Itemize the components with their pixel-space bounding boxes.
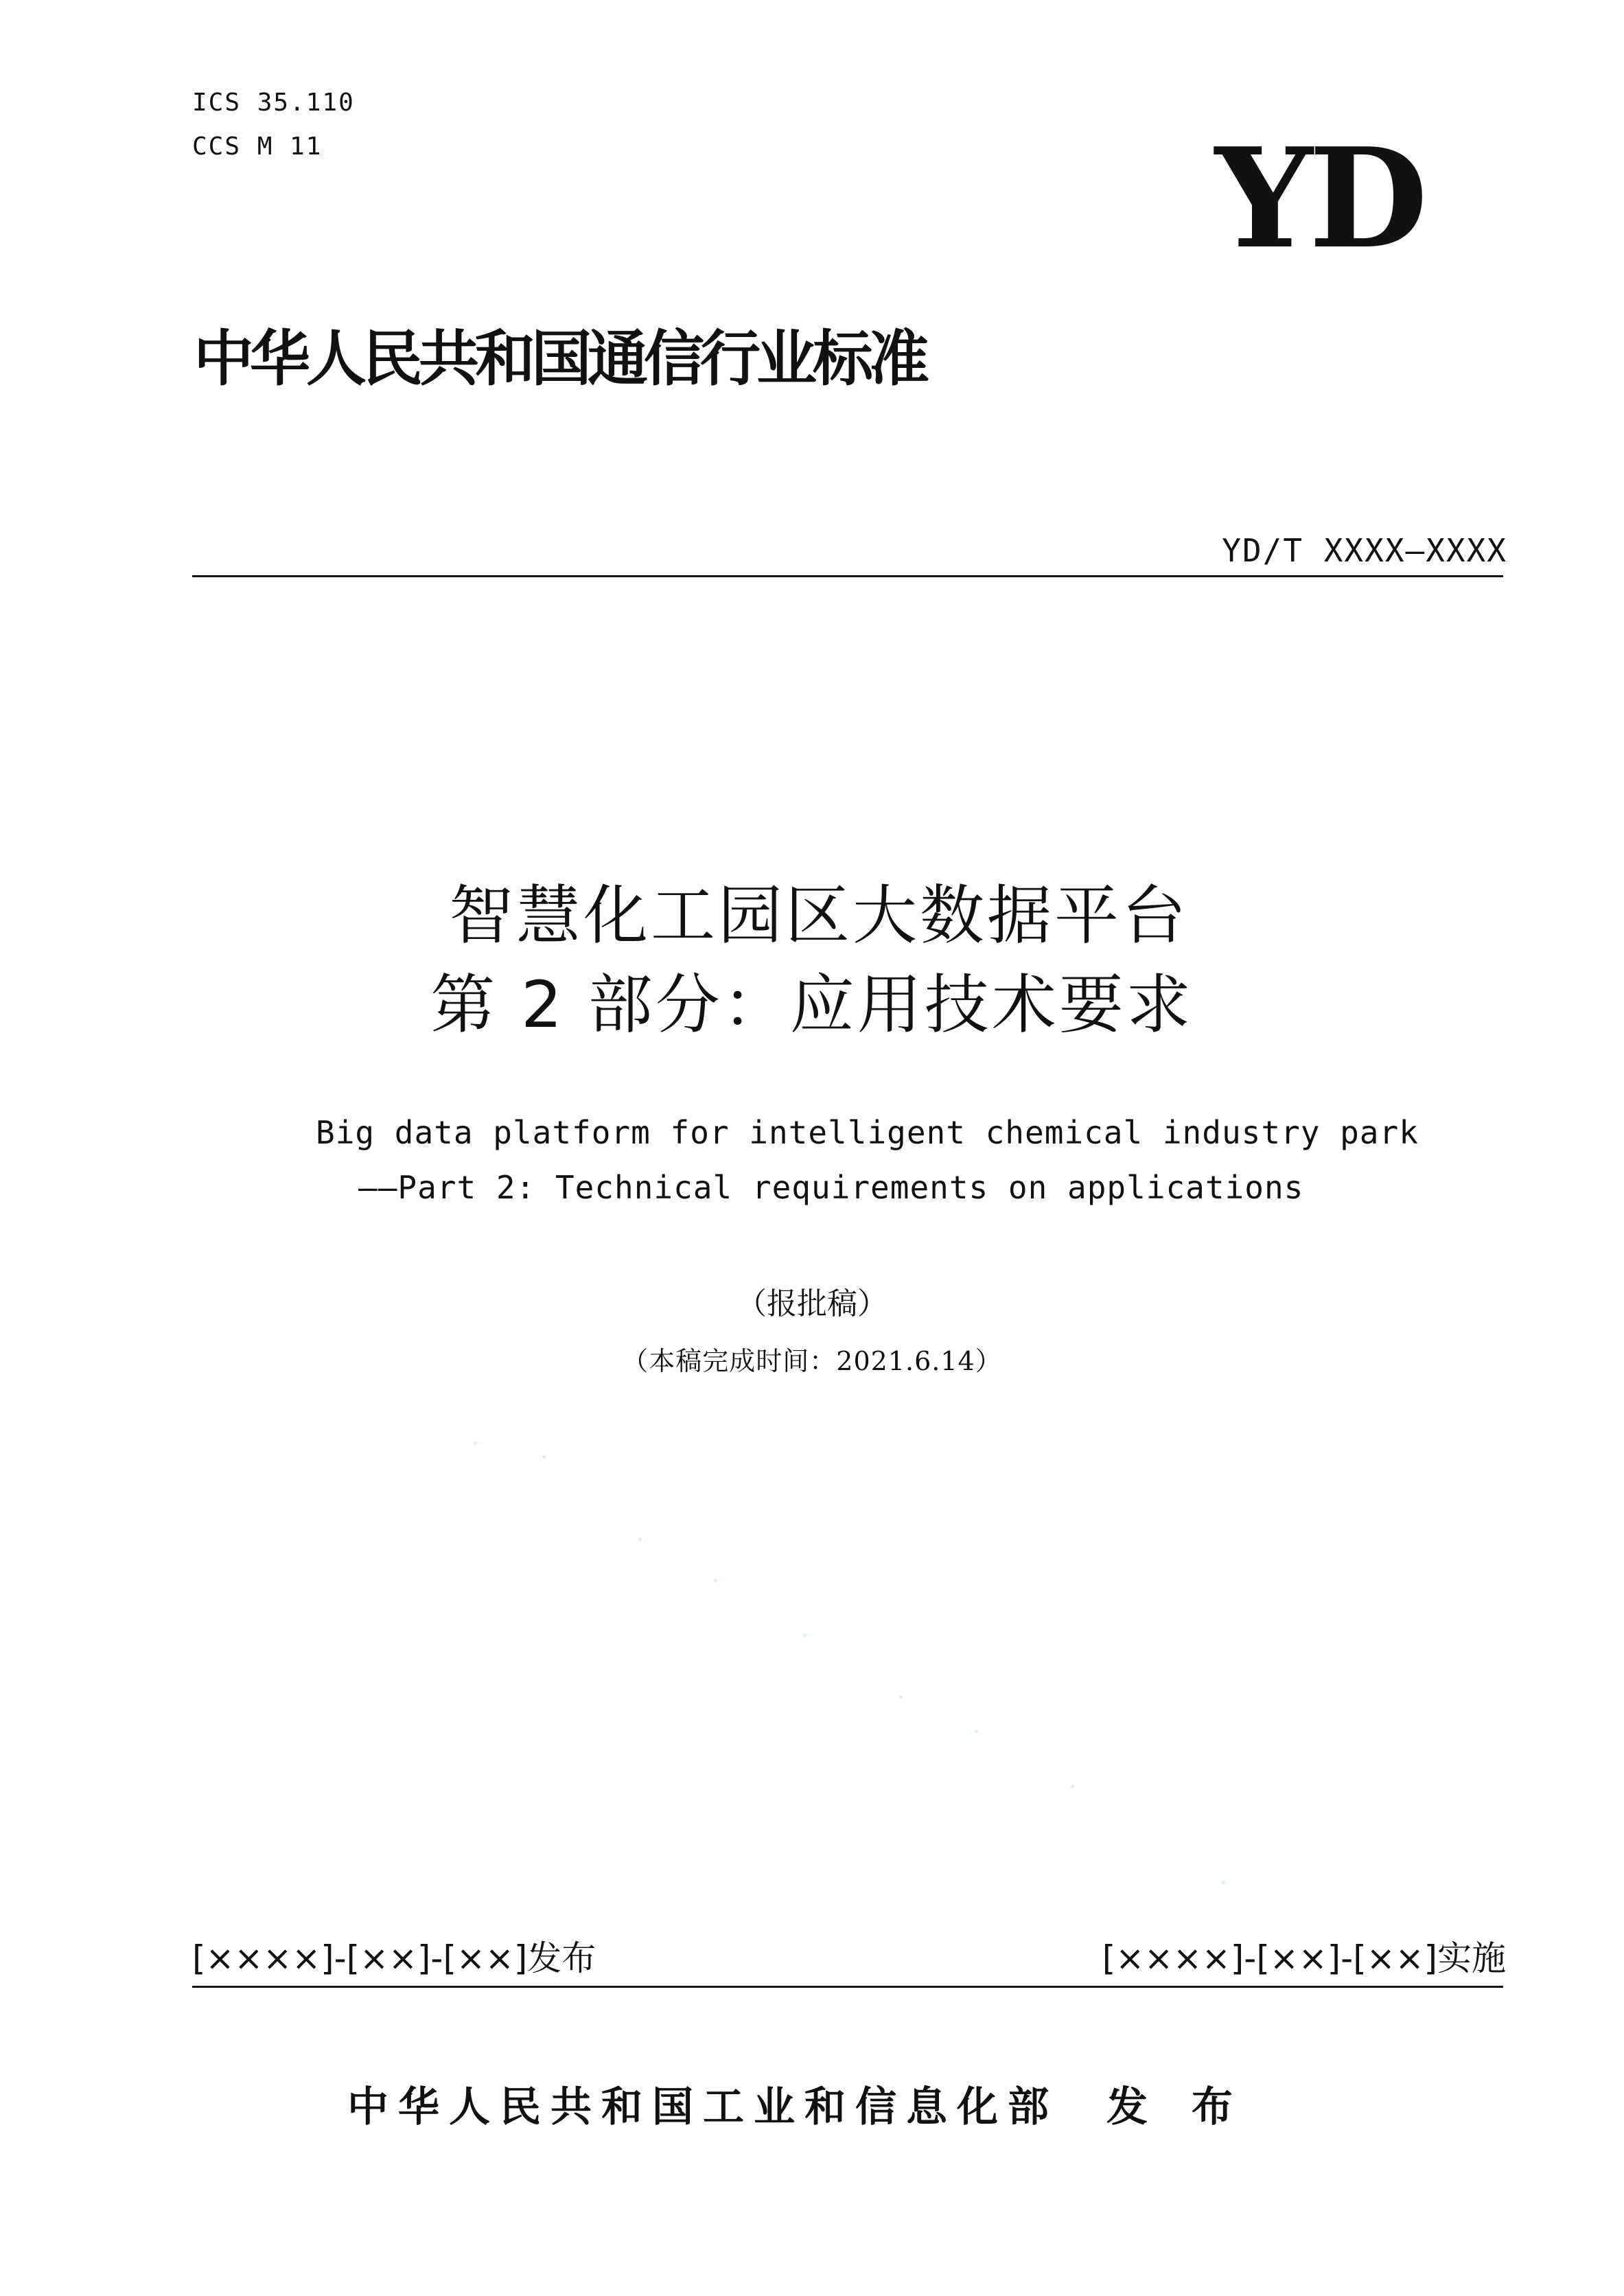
industry-standard-title: 中华人民共和国通信行业标准: [194, 323, 926, 394]
title-en-line-1: Big data platform for intelligent chemical industry park: [316, 1114, 1419, 1151]
issuer-action: 发布: [1106, 2083, 1277, 2131]
classification-codes: [192, 81, 355, 169]
draft-status: （报批稿）: [736, 1286, 888, 1321]
scan-speck: [975, 1730, 978, 1733]
document-title-zh: [0, 872, 1624, 1050]
yd-logo: YD: [1215, 118, 1424, 279]
standard-number: YD/T XXXX—XXXX: [1222, 532, 1507, 569]
publish-date: [××××]-[××]-[××]发布: [192, 1938, 596, 1978]
scan-speck: [899, 1695, 903, 1699]
scan-speck: [1071, 1785, 1074, 1788]
issuing-authority: [0, 2080, 1624, 2135]
title-zh-line-1: 智慧化工园区大数据平台: [448, 879, 1189, 953]
issuer-organization: 中华人民共和国工业和信息化部: [347, 2083, 1058, 2131]
ics-code: ICS 35.110: [192, 89, 355, 117]
implement-date: [××××]-[××]-[××]实施: [1102, 1938, 1506, 1978]
scan-speck: [474, 1441, 477, 1445]
scan-speck: [803, 1634, 807, 1637]
scan-speck: [714, 1579, 717, 1582]
scan-speck: [1222, 1881, 1225, 1884]
header-divider: [192, 575, 1503, 577]
title-en-line-2: ——Part 2: Technical requirements on applications: [358, 1169, 1304, 1206]
ccs-code: CCS M 11: [192, 132, 323, 161]
draft-completion-date: （本稿完成时间：2021.6.14）: [622, 1346, 1002, 1376]
scan-speck: [638, 1538, 642, 1541]
title-zh-line-2: 第 2 部分：应用技术要求: [430, 968, 1194, 1043]
footer-divider: [192, 1986, 1503, 1988]
scan-speck: [542, 1455, 546, 1459]
